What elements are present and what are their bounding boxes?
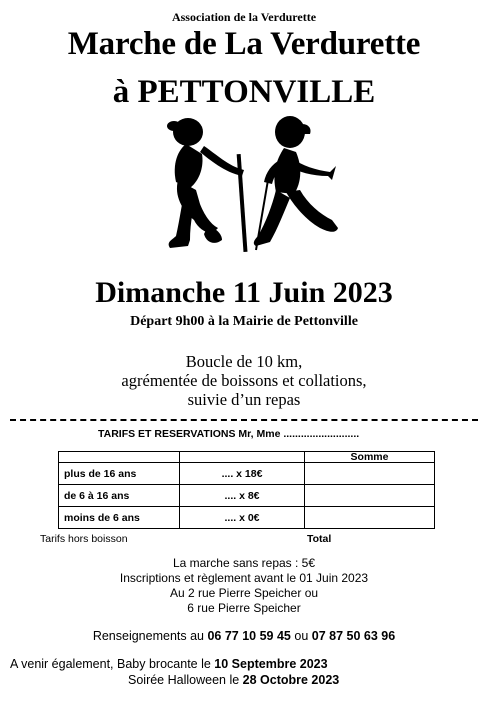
table-header-row [59, 452, 435, 463]
reservation-heading: TARIFS ET RESERVATIONS Mr, Mme .......................... [98, 428, 360, 440]
info-line: Au 2 rue Pierre Speicher ou [169, 586, 319, 600]
description-line: agrémentée de boissons et collations, [121, 371, 367, 390]
phone-number: 06 77 10 59 45 [207, 629, 291, 643]
info-line: Inscriptions et règlement avant le 01 Juin 2023 [119, 571, 369, 585]
upcoming-date: 10 Septembre 2023 [214, 657, 328, 671]
table-header-cell [59, 452, 180, 463]
price-cell: .... x 0€ [180, 507, 305, 529]
contact-or: ou [290, 629, 312, 643]
sum-cell[interactable] [305, 485, 435, 507]
sum-cell[interactable] [305, 463, 435, 485]
category-cell: de 6 à 16 ans [59, 485, 180, 507]
cut-line-divider [10, 419, 478, 421]
hikers-silhouette-icon [160, 110, 360, 260]
page-subtitle: à PETTONVILLE [112, 74, 376, 110]
upcoming-event [10, 656, 339, 672]
upcoming-label: A venir également, Baby brocante le [10, 657, 215, 671]
category-cell: plus de 16 ans [59, 463, 180, 485]
price-table [58, 451, 435, 529]
event-date: Dimanche 11 Juin 2023 [95, 276, 393, 309]
description-line: suivie d’un repas [187, 390, 301, 409]
association-name: Association de la Verdurette [171, 10, 317, 24]
phone-number: 07 87 50 63 96 [311, 629, 396, 643]
table-header-cell [180, 452, 305, 463]
description-line: Boucle de 10 km, [185, 352, 303, 371]
upcoming-label: Soirée Halloween le [128, 673, 243, 687]
price-cell: .... x 8€ [180, 485, 305, 507]
table-row [59, 485, 435, 507]
info-line: 6 rue Pierre Speicher [187, 601, 301, 615]
table-row [59, 463, 435, 485]
table-row [59, 507, 435, 529]
total-label: Total [307, 533, 332, 545]
contact-info [0, 629, 488, 643]
upcoming-event [10, 672, 339, 688]
contact-label: Renseignements au [92, 629, 208, 643]
sum-header-cell: Somme [305, 452, 435, 463]
upcoming-events [10, 656, 339, 688]
price-cell: .... x 18€ [180, 463, 305, 485]
page-title: Marche de La Verdurette [67, 26, 421, 62]
upcoming-date: 28 Octobre 2023 [242, 673, 340, 687]
price-note: Tarifs hors boisson [40, 533, 128, 545]
event-description [0, 352, 488, 409]
sum-cell[interactable] [305, 507, 435, 529]
category-cell: moins de 6 ans [59, 507, 180, 529]
departure-info: Départ 9h00 à la Mairie de Pettonville [130, 314, 358, 329]
registration-info [0, 556, 488, 616]
info-line: La marche sans repas : 5€ [172, 556, 316, 570]
